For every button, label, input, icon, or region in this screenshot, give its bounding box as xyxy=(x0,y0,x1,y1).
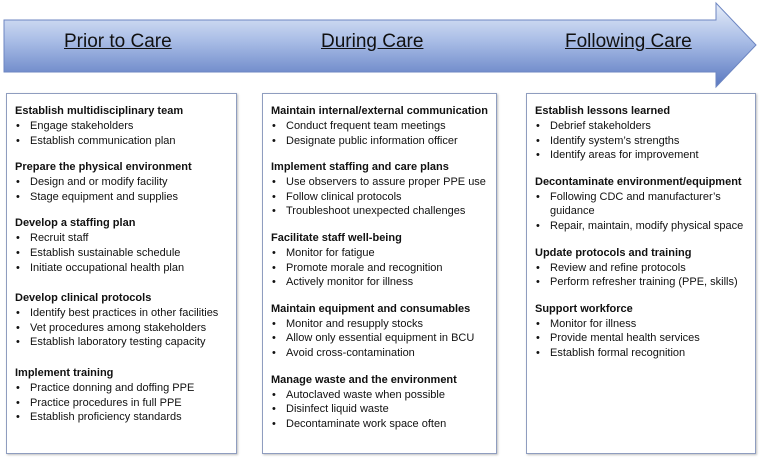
group xyxy=(271,231,490,290)
bullet-list xyxy=(15,119,230,148)
list-item: • Establish communication plan xyxy=(15,134,230,149)
group xyxy=(15,160,230,204)
group xyxy=(535,104,749,163)
list-item: • Stage equipment and supplies xyxy=(15,190,230,205)
group-title: Facilitate staff well-being xyxy=(271,231,402,244)
group-title: Decontaminate environment/equipment xyxy=(535,175,742,188)
list-item: • Initiate occupational health plan xyxy=(15,261,230,276)
phase-title-prior: Prior to Care xyxy=(64,31,172,52)
bullet-list xyxy=(15,381,230,425)
phase-title-during: During Care xyxy=(321,31,424,52)
group xyxy=(15,216,230,275)
list-item: • Actively monitor for illness xyxy=(271,275,490,290)
list-item: • Avoid cross-contamination xyxy=(271,346,490,361)
list-item: • Monitor and resupply stocks xyxy=(271,317,490,332)
list-item: • Vet procedures among stakeholders xyxy=(15,321,230,336)
group xyxy=(535,246,749,290)
bullet-list xyxy=(535,317,749,361)
bullet-list xyxy=(15,175,230,204)
panel-following-care xyxy=(526,93,756,454)
panel-during-care xyxy=(262,93,497,454)
list-item: • Engage stakeholders xyxy=(15,119,230,134)
list-item: • Allow only essential equipment in BCU xyxy=(271,331,490,346)
group xyxy=(15,104,230,148)
group xyxy=(15,366,230,425)
list-item: • Establish proficiency standards xyxy=(15,410,230,425)
list-item: • Designate public information officer xyxy=(271,134,490,149)
bullet-list xyxy=(535,190,749,234)
list-item: • Follow clinical protocols xyxy=(271,190,490,205)
group xyxy=(535,175,749,234)
bullet-list xyxy=(535,119,749,163)
phase-title-following: Following Care xyxy=(565,31,692,52)
list-item: • Identify system’s strengths xyxy=(535,134,749,149)
group-title: Establish lessons learned xyxy=(535,105,671,117)
group-title: Maintain internal/external communication xyxy=(271,105,488,117)
list-item: • Identify best practices in other facilities xyxy=(15,306,230,321)
list-item: • Debrief stakeholders xyxy=(535,119,749,134)
panel-prior-to-care xyxy=(6,93,237,454)
bullet-list xyxy=(271,175,490,219)
bullet-list xyxy=(271,119,490,148)
group-title: Develop a staffing plan xyxy=(15,217,136,230)
group-title: Implement staffing and care plans xyxy=(271,161,449,174)
list-item: • Decontaminate work space often xyxy=(271,417,490,432)
group xyxy=(271,160,490,219)
list-item: • Following CDC and manufacturer’s guidance xyxy=(535,190,749,219)
group xyxy=(271,104,490,148)
group-title: Maintain equipment and consumables xyxy=(271,302,471,315)
list-item: • Identify areas for improvement xyxy=(535,148,749,163)
list-item: • Establish laboratory testing capacity xyxy=(15,335,230,350)
group-title: Establish multidisciplinary team xyxy=(15,105,184,117)
bullet-list xyxy=(271,388,490,432)
list-item: • Recruit staff xyxy=(15,231,230,246)
bullet-list xyxy=(535,261,749,290)
list-item: • Monitor for illness xyxy=(535,317,749,332)
list-item: • Establish sustainable schedule xyxy=(15,246,230,261)
list-item: • Review and refine protocols xyxy=(535,261,749,276)
list-item: • Establish formal recognition xyxy=(535,346,749,361)
list-item: • Promote morale and recognition xyxy=(271,261,490,276)
group xyxy=(15,291,230,350)
list-item: • Perform refresher training (PPE, skills) xyxy=(535,275,749,290)
list-item: • Practice procedures in full PPE xyxy=(15,396,230,411)
group-title: Support workforce xyxy=(535,302,633,315)
list-item: • Troubleshoot unexpected challenges xyxy=(271,204,490,219)
list-item: • Design and or modify facility xyxy=(15,175,230,190)
list-item: • Provide mental health services xyxy=(535,331,749,346)
bullet-list xyxy=(271,317,490,361)
bullet-list xyxy=(15,231,230,275)
list-item: • Monitor for fatigue xyxy=(271,246,490,261)
group-title: Prepare the physical environment xyxy=(15,161,192,174)
group xyxy=(271,373,490,432)
list-item: • Use observers to assure proper PPE use xyxy=(271,175,490,190)
group xyxy=(271,302,490,361)
bullet-list xyxy=(15,306,230,350)
group-title: Implement training xyxy=(15,366,114,379)
list-item: • Autoclaved waste when possible xyxy=(271,388,490,403)
group-title: Update protocols and training xyxy=(535,246,692,259)
list-item: • Conduct frequent team meetings xyxy=(271,119,490,134)
group-title: Develop clinical protocols xyxy=(15,292,152,305)
bullet-list xyxy=(271,246,490,290)
list-item: • Practice donning and doffing PPE xyxy=(15,381,230,396)
group-title: Manage waste and the environment xyxy=(271,373,457,386)
list-item: • Disinfect liquid waste xyxy=(271,402,490,417)
group xyxy=(535,302,749,361)
list-item: • Repair, maintain, modify physical space xyxy=(535,219,749,234)
